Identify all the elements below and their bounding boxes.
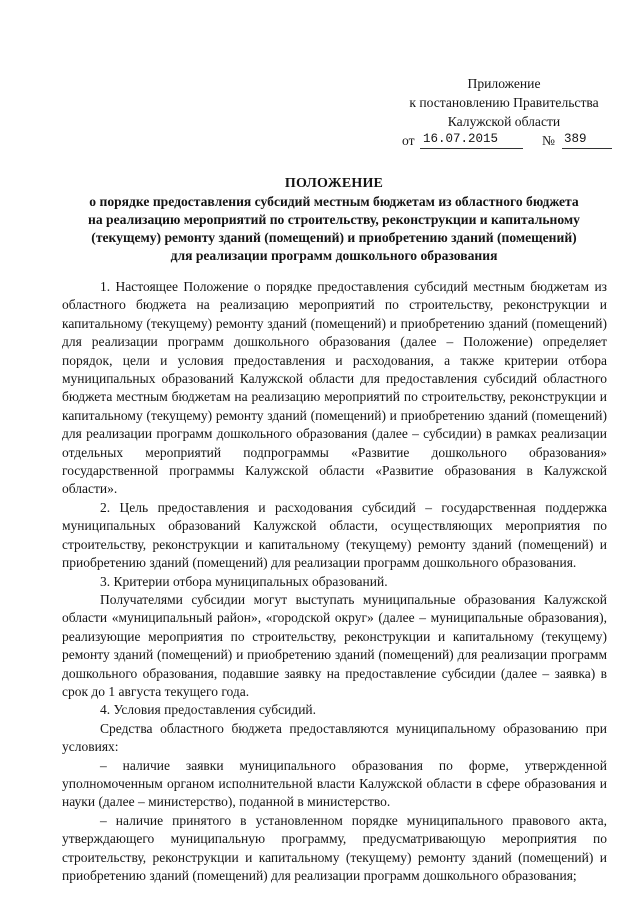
title-line-3: (текущему) ремонту зданий (помещений) и приобретению зданий (помещений) [91, 230, 577, 245]
paragraph-1: 1. Настоящее Положение о порядке предоставления субсидий местным бюджетам из областного бюджета на реализацию мероприятий по строительству, реконструкции и капитальному (текущему) ремонту зданий (помещений) и приобретению зданий (помещений) для реализации программ дошкольного образования (далее – Положение) определяет порядок, цели и условия предоставления и расходования, а также критерии отбора муниципальных образований Калужской области для предоставления субсидий областного бюджета местным бюджетам на реализацию мероприятий по строительству, реконструкции и капитальному (текущему) ремонту зданий (помещений) и приобретению зданий (помещений) для реализации программ дошкольного образования (далее – субсидии) в рамках реализации отдельных мероприятий подпрограммы «Развитие дошкольного образования» государственной программы Калужской области «Развитие образования в Калужской области». [62, 279, 607, 497]
date-prefix: от [402, 133, 415, 148]
title-line-4: для реализации программ дошкольного образования [170, 248, 498, 263]
appendix-resolution: к постановлению Правительства [409, 95, 599, 110]
document-title [64, 175, 604, 265]
title-heading: ПОЛОЖЕНИЕ [284, 176, 384, 191]
paragraph-4: Получателями субсидии могут выступать муниципальные образования Калужской области «муниципальный район», «городской округ» (далее – муниципальные образования), реализующие мероприятия по строительству, реконструкции и капитальному (текущему) ремонту зданий (помещений) и приобретению зданий (помещений) для реализации программ дошкольного образования, подавшие заявку на предоставление субсидии (далее – заявка) в срок до 1 августа текущего года. [62, 591, 607, 699]
appendix-date-row [402, 131, 606, 150]
resolution-number: 389 [562, 131, 612, 149]
title-line-2: на реализацию мероприятий по строительству, реконструкции и капитальному [88, 212, 580, 227]
resolution-date: 16.07.2015 [420, 131, 523, 149]
paragraph-8: – наличие принятого в установленном порядке муниципального правового акта, утверждающего муниципальную программу, предусматривающую мероприятия по строительству, реконструкции и капитальному (текущему) ремонту зданий (помещений) и приобретению зданий (помещений) для реализации программ дошкольного образования; [62, 812, 607, 883]
title-line-1: о порядке предоставления субсидий местным бюджетам из областного бюджета [89, 194, 579, 209]
paragraph-6: Средства областного бюджета предоставляются муниципальному образованию при условиях: [62, 720, 607, 755]
paragraph-7: – наличие заявки муниципального образования по форме, утвержденной уполномоченным органом исполнительной власти Калужской области в сфере образования и науки (далее – министерство), поданной в министерство. [62, 757, 607, 810]
appendix-block [402, 74, 606, 150]
paragraph-5: 4. Условия предоставления субсидий. [100, 702, 317, 718]
appendix-label: Приложение [467, 76, 541, 91]
appendix-region: Калужской области [447, 114, 561, 129]
number-sign: № [542, 133, 555, 148]
document-body [62, 278, 607, 885]
paragraph-2: 2. Цель предоставления и расходования субсидий – государственная поддержка муниципальных образований Калужской области, осуществляющих мероприятия по строительству, реконструкции и капитальному (текущему) ремонту зданий (помещений) и приобретению зданий (помещений) для реализации программ дошкольного образования. [62, 499, 607, 571]
paragraph-3: 3. Критерии отбора муниципальных образований. [100, 573, 388, 589]
